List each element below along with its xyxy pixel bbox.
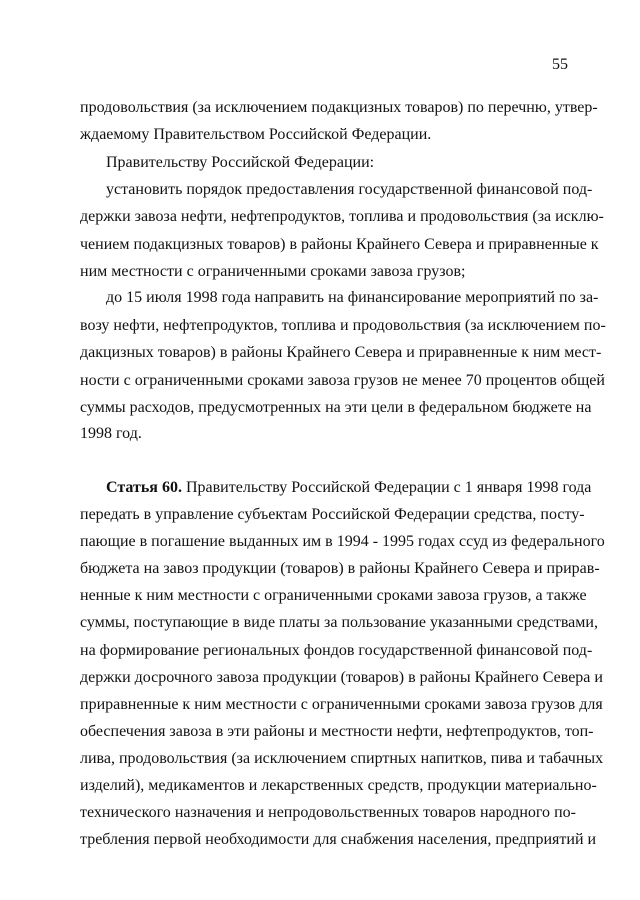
article-first-line xyxy=(106,478,592,498)
text-line: суммы, поступающие в виде платы за пользование указанными средствами, xyxy=(80,614,598,631)
text-line: продовольствия (за исключением подакцизных товаров) по перечню, утвер- xyxy=(80,99,598,116)
text-line: бюджета на завоз продукции (товаров) в районы Крайнего Севера и прирав- xyxy=(80,560,600,577)
text-line: лива, продовольствия (за исключением спиртных напитков, пива и табачных xyxy=(80,750,604,767)
text-line: технического назначения и непродовольственных товаров народного по- xyxy=(80,804,576,821)
text-line: возу нефти, нефтепродуктов, топлива и продовольствия (за исключением по- xyxy=(80,317,606,334)
text-line: до 15 июля 1998 года направить на финансирование мероприятий по за- xyxy=(106,289,599,306)
text-line: изделий), медикаментов и лекарственных средств, продукции материально- xyxy=(80,777,597,794)
text-line: чением подакцизных товаров) в районы Крайнего Севера и приравненные к xyxy=(80,236,599,253)
text-line: 1998 год. xyxy=(80,425,142,442)
text-line: дакцизных товаров) в районы Крайнего Севера и приравненные к ним мест- xyxy=(80,344,602,361)
text-line: Правительству Российской Федерации: xyxy=(106,154,375,171)
text-line: пающие в погашение выданных им в 1994 - 1995 годах ссуд из федерального xyxy=(80,533,605,550)
text-line: обеспечения завоза в эти районы и местности нефти, нефтепродуктов, топ- xyxy=(80,723,594,740)
text-line: ждаемому Правительством Российской Федерации. xyxy=(80,126,432,143)
text-line: ности с ограниченными сроками завоза грузов не менее 70 процентов общей xyxy=(80,372,605,389)
text-line: ним местности с ограниченными сроками завоза грузов; xyxy=(80,263,466,280)
text-line: требления первой необходимости для снабжения населения, предприятий и xyxy=(80,831,597,848)
text-line: на формирование региональных фондов государственной финансовой под- xyxy=(80,642,593,659)
text-line: установить порядок предоставления государственной финансовой под- xyxy=(106,181,593,198)
text-line: держки завоза нефти, нефтепродуктов, топлива и продовольствия (за исклю- xyxy=(80,208,604,225)
text-line: ненные к ним местности с ограниченными сроками завоза грузов, а также xyxy=(80,587,587,604)
text-line: приравненные к ним местности с ограниченными сроками завоза грузов для xyxy=(80,696,603,713)
article-heading: Статья 60. xyxy=(106,479,182,496)
article-first-line-text: Правительству Российской Федерации с 1 января 1998 года xyxy=(185,479,592,496)
page-number: 55 xyxy=(552,56,568,73)
text-line: суммы расходов, предусмотренных на эти цели в федеральном бюджете на xyxy=(80,399,592,416)
text-line: держки досрочного завоза продукции (товаров) в районы Крайнего Севера и xyxy=(80,669,603,686)
text-line: передать в управление субъектам Российской Федерации средства, посту- xyxy=(80,506,585,523)
